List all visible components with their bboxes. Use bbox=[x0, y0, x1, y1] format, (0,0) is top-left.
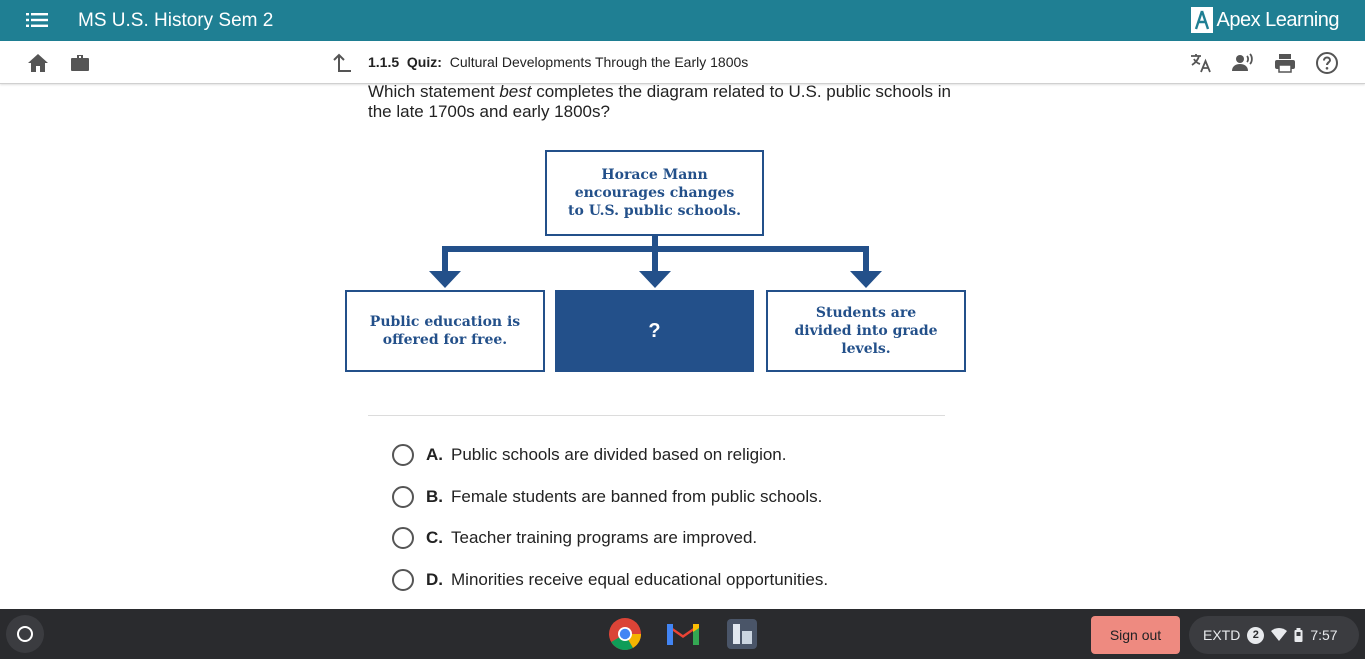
home-icon[interactable] bbox=[26, 51, 50, 75]
launcher-circle-icon bbox=[17, 626, 33, 642]
radio-button[interactable] bbox=[392, 444, 414, 466]
option-letter: D. bbox=[426, 570, 443, 589]
question-emphasis: best bbox=[499, 84, 532, 101]
option-text: Minorities receive equal educational opportunities. bbox=[451, 570, 829, 589]
status-tray[interactable] bbox=[1189, 616, 1359, 654]
question-text-start: Which statement bbox=[368, 84, 500, 101]
cause-effect-diagram bbox=[345, 150, 967, 375]
option-text: Female students are banned from public schools. bbox=[451, 487, 823, 506]
launcher-button[interactable] bbox=[6, 615, 44, 653]
clock: 7:57 bbox=[1310, 627, 1338, 643]
radio-button[interactable] bbox=[392, 569, 414, 591]
os-shelf bbox=[0, 609, 1365, 659]
answer-option-b[interactable] bbox=[392, 485, 822, 509]
diagram-effect-right: Students are divided into grade levels. bbox=[766, 290, 966, 372]
text-to-speech-icon[interactable] bbox=[1231, 51, 1255, 75]
back-up-arrow-icon[interactable] bbox=[330, 51, 354, 75]
option-letter: C. bbox=[426, 528, 443, 547]
wifi-icon bbox=[1271, 628, 1287, 642]
question-text-end: completes the diagram related to U.S. public schools in the late 1700s and early 1800s? bbox=[368, 84, 952, 121]
sign-out-button[interactable]: Sign out bbox=[1091, 616, 1180, 654]
answer-option-c[interactable] bbox=[392, 526, 757, 550]
radio-button[interactable] bbox=[392, 486, 414, 508]
diagram-effect-left: Public education is offered for free. bbox=[345, 290, 545, 372]
notification-badge: 2 bbox=[1247, 627, 1264, 644]
print-icon[interactable] bbox=[1273, 51, 1297, 75]
quiz-number: 1.1.5 bbox=[368, 54, 400, 70]
option-text: Teacher training programs are improved. bbox=[451, 528, 758, 547]
option-letter: A. bbox=[426, 445, 443, 464]
gmail-icon[interactable] bbox=[665, 616, 701, 652]
chrome-icon[interactable] bbox=[607, 616, 643, 652]
battery-icon bbox=[1294, 628, 1303, 642]
translate-icon[interactable] bbox=[1189, 51, 1213, 75]
files-app-icon[interactable] bbox=[724, 616, 760, 652]
display-mode: EXTD bbox=[1203, 627, 1241, 643]
quiz-content bbox=[0, 84, 1365, 609]
help-icon[interactable] bbox=[1315, 51, 1339, 75]
answer-option-a[interactable] bbox=[392, 443, 786, 467]
apex-logo-icon bbox=[1191, 7, 1213, 33]
diagram-missing-effect: ? bbox=[555, 290, 754, 372]
briefcase-icon[interactable] bbox=[68, 51, 92, 75]
apex-logo bbox=[1191, 6, 1339, 34]
quiz-toolbar bbox=[0, 41, 1365, 84]
answer-option-d[interactable] bbox=[392, 568, 828, 592]
menu-icon[interactable] bbox=[26, 10, 48, 30]
divider bbox=[368, 415, 945, 416]
course-title: MS U.S. History Sem 2 bbox=[78, 10, 274, 31]
radio-button[interactable] bbox=[392, 527, 414, 549]
quiz-label: Quiz: bbox=[406, 54, 442, 70]
diagram-cause-box: Horace Mann encourages changes to U.S. public schools. bbox=[545, 150, 764, 236]
quiz-heading bbox=[368, 54, 748, 70]
app-header bbox=[0, 0, 1365, 41]
quiz-title: Cultural Developments Through the Early 1800s bbox=[449, 54, 749, 70]
brand-name: Apex Learning bbox=[1216, 8, 1339, 31]
question-text bbox=[368, 84, 958, 122]
option-text: Public schools are divided based on religion. bbox=[451, 445, 787, 464]
option-letter: B. bbox=[426, 487, 443, 506]
